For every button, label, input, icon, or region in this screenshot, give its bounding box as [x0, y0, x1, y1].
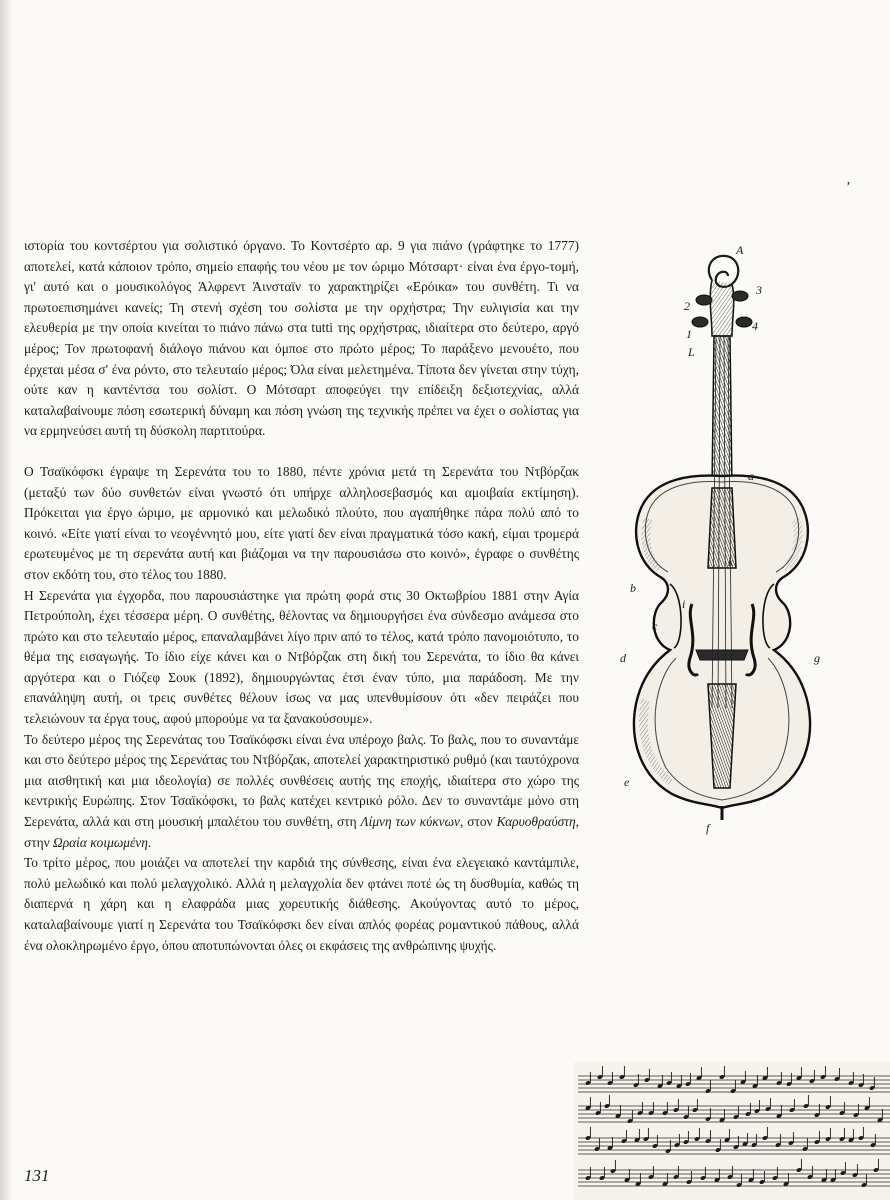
violin-label: 3: [756, 283, 762, 297]
violin-label: e: [624, 775, 630, 789]
paragraph-third-movement: Το τρίτο μέρος, που μοιάζει να αποτελεί την καρδιά της σύνθεσης, είναι ένα ελεγειακό καντάμπιλε, πολύ μελωδικό και πολύ μελαγχολικό. Αλλά η μελαγχολία δεν φτάνει ποτέ ώς τη δυσθυμία, καθώς τη διαπερνά η χάρη και η ελαφράδα μιας χορευτικής διάθεσης. Ακούγοντας αυτό το μέρος, καταλαβαίνουμε γιατί η Σερενάτα του Τσαϊκόφσκι δεν είναι απλός φορέας ρομαντικού πάθους, αλλά ένα ολοκληρωμένο έργο, όπου αποτυπώνονται όλες οι εκφάσεις της ανθρώπινης ψυχής.: [24, 855, 579, 953]
page-number: 131: [24, 1166, 50, 1185]
page-gutter-shadow: [0, 0, 12, 1200]
waltz-text-after: .: [147, 834, 152, 850]
violin-label: L: [688, 345, 695, 359]
ballet-title-nutcracker: Καρυοθραύστη: [496, 814, 576, 830]
violin-label: k: [728, 555, 734, 569]
margin-mark: ʼ: [846, 180, 851, 195]
waltz-text-mid1: , στον: [460, 814, 497, 830]
violin-label: c: [652, 619, 658, 633]
waltz-text-mid2: , στην: [24, 814, 579, 850]
ballet-title-swan-lake: Λίμνη των κύκνων: [360, 814, 461, 830]
paragraph-mozart-concerto: ιστορία του κοντσέρτου για σολιστικό όργανο. Το Κοντσέρτο αρ. 9 για πιάνο (γράφτηκε το 1777) αποτελεί, κατά κάποιον τρόπο, σημείο επαφής του νέου με τον ώριμο Μότσαρτ· είναι ένα έργο-τομή, γι' αυτό και ο μουσικολόγος Άλφρεντ Άινσταϊν το χαρακτηρίζει «Ερόικα» του συνθέτη. Τι να πρωτοεπισημάνει κανείς; Τη στενή σχέση του σολίστα με την ορχήστρα; Την ευλιγισία και την ελευθερία με την οποία κινείται το πιάνο πάνω στα tutti της ορχήστρας, ιδιαίτερα στο δεύτερο, αργό μέρος; Τον πρωτοφανή διάλογο πιάνου και όμποε στο πρώτο μέρος; Το παράξενο μενουέτο, που έρχεται μέσα σ' ένα ρόντο, στο τελευταίο μέρος; Όλα είναι μελετημένα. Τίποτα δεν γίνεται στην τύχη, ούτε καν η καντέντσα του σολίστ. Ο Μότσαρτ αποφεύγει την επίδειξη δεξιοτεχνίας, αλλά καταλαβαίνουμε πόση εσωτερική δύναμη και πόση γνώση της τεχνικής πρέπει να έχει ο σολίστας για να ερμηνεύσει αυτή τη δύσκολη παρτιτούρα.: [24, 238, 579, 439]
paragraph-serenade-intro: Ο Τσαϊκόφσκι έγραψε τη Σερενάτα του το 1880, πέντε χρόνια μετά τη Σερενάτα του Ντβόρζακ (μεταξύ των δύο συνθετών είναι γνωστό ότι υπήρχε αλληλοσεβασμός και αμοιβαία εκτίμηση). Πρόκειται για έργο ώριμο, με αρμονικό και μελωδικό πλούτο, που αγαπήθηκε πάρα πολύ από το κοινό. «Είτε γιατί είναι το νεογέννητό μου, είτε γιατί δεν είναι πραγματικά τόσο κακή, είμαι τρομερά ερωτευμένος με τη σερενάτα αυτή και βιάζομαι να την παρουσιάσω στο κοινό», έγραφε ο συνθέτης στον εκδότη του, στο τέλος του 1880.: [24, 463, 579, 582]
violin-label: d: [620, 651, 626, 665]
violin-bridge: [696, 650, 748, 660]
music-score-fragment: [574, 1062, 890, 1200]
violin-label: f: [706, 821, 710, 835]
violin-label: b: [630, 581, 636, 595]
ballet-title-sleeping-beauty: Ωραία κοιμωμένη: [53, 834, 148, 850]
violin-engraving: [600, 238, 840, 838]
violin-label: A: [736, 243, 744, 257]
violin-label: 2: [684, 299, 690, 313]
violin-label: 4: [752, 319, 758, 333]
body-text: [24, 236, 579, 956]
violin-label: 1: [686, 327, 692, 341]
waltz-text-before: Το δεύτερο μέρος της Σερενάτας του Τσαϊκόφσκι είναι ένα υπέροχο βαλς. Το βαλς, που το συναντάμε και στο δεύτερο μέρος της Σερενάτας του Ντβόρζακ, αποτελεί χαρακτηριστικό ρυθμό (και ταυτόχρονα μια αισθητική και μια ιδεολογία) σε πολλές συνθέσεις αυτής της εποχής, ιδιαίτερα στο χώρο της κεντρικής Ευρώπης. Στον Τσαϊκόφσκι, το βαλς κατέχει κεντρικό ρόλο. Δεν το συναντάμε μόνο στη Σερενάτα, αλλά και στη μουσική μπαλέτου του συνθέτη, στη: [24, 731, 579, 830]
paragraph-serenade-premiere: Η Σερενάτα για έγχορδα, που παρουσιάστηκε για πρώτη φορά στις 30 Οκτωβρίου 1881 στην Αγία Πετρούπολη, έχει τέσσερα μέρη. Ο συνθέτης, θέλοντας να δημιουργήσει ένα σύνδεσμο ανάμεσα στο πρώτο και στο τελευταίο μέρος, επαναλαμβάνει λίγο πριν από το τέλος, κατά τρόπο πανομοιότυπο, το θέμα της εισαγωγής. Το ίδιο είχε κάνει και ο Ντβόρζακ στη δική του Σερενάτα, το ίδιο θα κάνει αργότερα και ο Γιόζεφ Σουκ (1892), δημιουργώντας έτσι έναν τύπο, μια παράδοση. Με την επανάληψη αυτή, οι τρεις συνθέτες θέλουν ίσως να μας υπενθυμίσουν ότι «δεν πειράζει που τελειώνουν τα έργα τους, αφού μπορούμε να τα ξανακούσουμε».: [24, 587, 579, 727]
violin-label: a: [748, 469, 754, 483]
paragraph-waltz: [24, 730, 579, 854]
violin-label: g: [814, 651, 820, 665]
violin-label: i: [682, 597, 686, 611]
